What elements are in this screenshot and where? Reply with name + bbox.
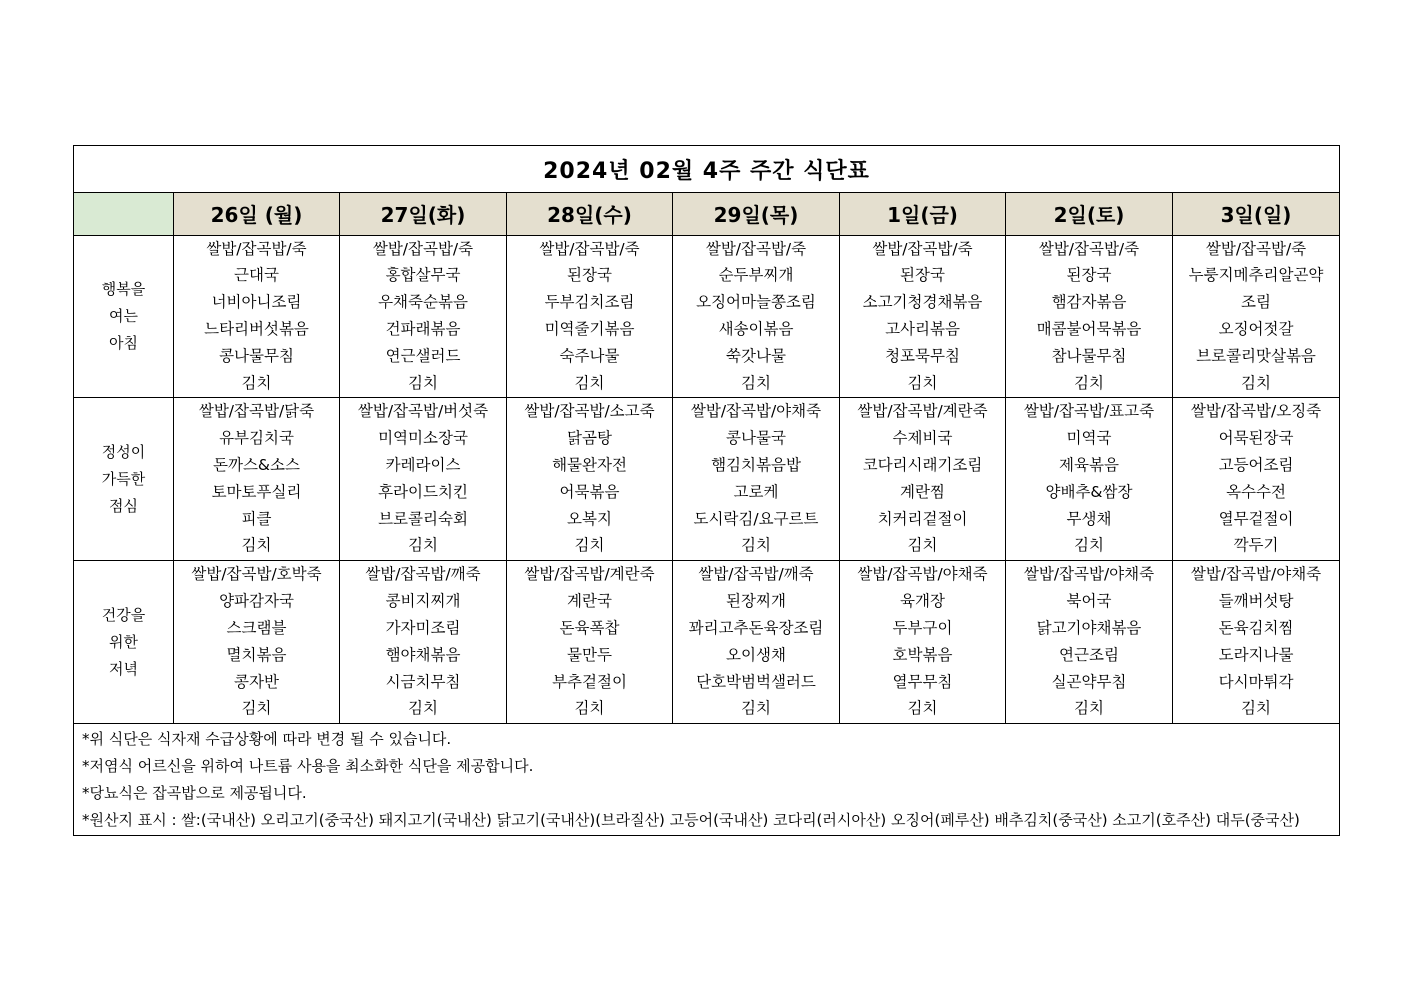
menu-item: 토마토푸실리 xyxy=(211,482,302,501)
menu-item: 연근샐러드 xyxy=(385,346,461,365)
menu-item: 열무무침 xyxy=(892,672,953,691)
menu-item: 오징어마늘쫑조림 xyxy=(696,293,816,312)
menu-item: 콩나물국 xyxy=(726,429,786,448)
menu-item: 피클 xyxy=(241,509,272,528)
meal-label xyxy=(74,561,174,724)
menu-item: 들깨버섯탕 xyxy=(1218,592,1294,611)
menu-item: 꽈리고추돈육장조림 xyxy=(688,618,824,637)
menu-item: 단호박범벅샐러드 xyxy=(696,672,816,691)
menu-cell xyxy=(673,561,840,724)
menu-item: 김치 xyxy=(741,699,771,718)
menu-cell xyxy=(1006,561,1173,724)
note-line: *위 식단은 식자재 수급상황에 따라 변경 될 수 있습니다. xyxy=(82,730,452,749)
menu-item: 김치 xyxy=(1241,699,1271,718)
meal-label-line: 저녁 xyxy=(109,659,138,678)
menu-cell xyxy=(174,235,340,398)
menu-item: 쌀밥/잡곡밥/표고죽 xyxy=(1023,402,1155,421)
menu-item: 시금치무침 xyxy=(385,672,461,691)
menu-item: 닭고기야채볶음 xyxy=(1036,618,1142,637)
meal-label-line: 건강을 xyxy=(101,605,146,624)
day-header: 27일(화) xyxy=(340,193,507,235)
meal-row xyxy=(74,398,1340,561)
menu-item: 멸치볶음 xyxy=(226,645,287,664)
menu-item: 후라이드치킨 xyxy=(378,482,468,501)
menu-item: 김치 xyxy=(907,373,938,392)
day-header: 29일(목) xyxy=(673,193,840,235)
menu-item: 쌀밥/잡곡밥/죽 xyxy=(705,239,807,258)
menu-item: 된장국 xyxy=(567,266,612,285)
menu-item: 조림 xyxy=(1241,293,1271,312)
day-header: 3일(일) xyxy=(1173,193,1340,235)
menu-cell xyxy=(340,398,507,561)
menu-item: 쌀밥/잡곡밥/죽 xyxy=(872,239,973,258)
meal-label-line: 여는 xyxy=(109,307,138,326)
notes-section xyxy=(74,724,1340,836)
menu-item: 홍합살무국 xyxy=(385,266,461,285)
menu-cell xyxy=(507,561,673,724)
menu-item: 햄야채볶음 xyxy=(385,645,461,664)
note-line: *당뇨식은 잡곡밥으로 제공됩니다. xyxy=(82,784,307,803)
menu-cell xyxy=(507,235,673,398)
menu-item: 카레라이스 xyxy=(385,456,461,475)
menu-item: 느타리버섯볶음 xyxy=(204,319,309,338)
meal-label-line: 점심 xyxy=(109,496,138,515)
meal-label-line: 가득한 xyxy=(101,469,146,488)
meal-label-line: 아침 xyxy=(109,334,138,353)
menu-item: 실곤약무침 xyxy=(1051,672,1127,691)
menu-item: 쌀밥/잡곡밥/죽 xyxy=(1205,239,1307,258)
menu-item: 청포묵무침 xyxy=(885,346,960,365)
menu-item: 근대국 xyxy=(234,266,279,285)
menu-item: 물만두 xyxy=(567,645,612,664)
menu-item: 육개장 xyxy=(900,592,945,611)
day-header: 26일 (월) xyxy=(174,193,340,235)
menu-item: 쌀밥/잡곡밥/닭죽 xyxy=(198,402,315,421)
page-title: 2024년 02월 4주 주간 식단표 xyxy=(74,146,1340,193)
menu-item: 숙주나물 xyxy=(559,346,620,365)
menu-item: 쌀밥/잡곡밥/계란죽 xyxy=(524,565,655,584)
menu-item: 돈까스&소스 xyxy=(213,456,300,475)
day-header-row xyxy=(74,193,1340,235)
day-header: 28일(수) xyxy=(507,193,673,235)
menu-item: 참나물무침 xyxy=(1051,346,1127,365)
menu-item: 콩자반 xyxy=(234,672,279,691)
menu-item: 연근조림 xyxy=(1059,645,1119,664)
menu-item: 김치 xyxy=(408,536,438,555)
menu-item: 두부구이 xyxy=(892,618,953,637)
menu-item: 김치 xyxy=(1074,536,1104,555)
note-line: *원산지 표시 : 쌀:(국내산) 오리고기(중국산) 돼지고기(국내산) 닭고기(국내산)(브라질산) 고등어(국내산) 코다리(러시아산) 오징어(페루산) 배추김치(중국산) 소고기(호주산) 대두(중국산) xyxy=(82,811,1300,830)
menu-item: 김치 xyxy=(408,373,438,392)
menu-item: 된장국 xyxy=(1066,266,1112,285)
note-line: *저염식 어르신을 위하여 나트륨 사용을 최소화한 식단을 제공합니다. xyxy=(82,757,534,776)
menu-item: 김치 xyxy=(241,699,272,718)
menu-item: 김치 xyxy=(741,373,771,392)
menu-item: 쌀밥/잡곡밥/깨죽 xyxy=(365,565,481,584)
menu-item: 쌀밥/잡곡밥/오징죽 xyxy=(1190,402,1322,421)
menu-cell xyxy=(340,561,507,724)
menu-item: 쌀밥/잡곡밥/야채죽 xyxy=(1190,565,1322,584)
menu-item: 미역미소장국 xyxy=(378,429,468,448)
menu-item: 김치 xyxy=(1074,373,1104,392)
menu-item: 돈육폭찹 xyxy=(559,618,620,637)
menu-item: 햄김치볶음밥 xyxy=(711,456,801,475)
menu-item: 열무겉절이 xyxy=(1218,509,1294,528)
menu-cell xyxy=(1006,235,1173,398)
menu-item: 김치 xyxy=(574,373,605,392)
menu-item: 북어국 xyxy=(1066,592,1112,611)
menu-item: 쌀밥/잡곡밥/야채죽 xyxy=(1023,565,1155,584)
menu-item: 어묵볶음 xyxy=(559,482,620,501)
menu-item: 쌀밥/잡곡밥/버섯죽 xyxy=(357,402,489,421)
menu-item: 매콤불어묵볶음 xyxy=(1036,319,1142,338)
menu-item: 가자미조림 xyxy=(385,618,461,637)
meal-label-line: 위한 xyxy=(109,632,138,651)
meal-label xyxy=(74,235,174,398)
weekly-menu-table xyxy=(73,145,1340,836)
menu-item: 건파래볶음 xyxy=(385,319,461,338)
day-header: 2일(토) xyxy=(1006,193,1173,235)
menu-item: 쌀밥/잡곡밥/소고죽 xyxy=(524,402,655,421)
menu-item: 김치 xyxy=(574,536,605,555)
meal-label xyxy=(74,398,174,561)
menu-item: 코다리시래기조림 xyxy=(862,456,983,475)
menu-item: 햄감자볶음 xyxy=(1051,293,1127,312)
menu-item: 쌀밥/잡곡밥/죽 xyxy=(539,239,640,258)
menu-item: 쌀밥/잡곡밥/깨죽 xyxy=(698,565,814,584)
menu-item: 치커리겉절이 xyxy=(877,509,968,528)
menu-item: 옥수수전 xyxy=(1226,482,1286,501)
menu-item: 된장찌개 xyxy=(726,592,786,611)
menu-item: 쌀밥/잡곡밥/죽 xyxy=(206,239,307,258)
menu-item: 계란국 xyxy=(567,592,612,611)
menu-item: 브로콜리숙회 xyxy=(378,509,468,528)
menu-cell xyxy=(507,398,673,561)
menu-cell xyxy=(1173,561,1340,724)
menu-item: 도시락김/요구르트 xyxy=(693,509,819,528)
menu-item: 양배추&쌈장 xyxy=(1045,482,1133,501)
meal-rows xyxy=(74,235,1340,724)
menu-item: 콩나물무침 xyxy=(219,346,294,365)
menu-item: 돈육김치찜 xyxy=(1218,618,1294,637)
menu-item: 쌀밥/잡곡밥/죽 xyxy=(1038,239,1140,258)
menu-cell xyxy=(840,235,1006,398)
menu-item: 고로케 xyxy=(733,482,779,501)
day-header: 1일(금) xyxy=(840,193,1006,235)
menu-item: 어묵된장국 xyxy=(1218,429,1294,448)
menu-item: 해물완자전 xyxy=(552,456,627,475)
menu-item: 양파감자국 xyxy=(219,592,294,611)
meal-label-line: 정성이 xyxy=(101,442,146,461)
menu-item: 김치 xyxy=(907,536,938,555)
menu-cell xyxy=(1173,235,1340,398)
menu-item: 미역국 xyxy=(1066,429,1112,448)
menu-item: 부추겉절이 xyxy=(552,672,627,691)
menu-cell xyxy=(673,235,840,398)
menu-item: 오이생채 xyxy=(726,645,786,664)
menu-item: 새송이볶음 xyxy=(718,319,794,338)
menu-item: 무생채 xyxy=(1066,509,1112,528)
menu-item: 스크램블 xyxy=(226,618,287,637)
menu-item: 미역줄기볶음 xyxy=(544,319,635,338)
menu-item: 오복지 xyxy=(567,509,612,528)
menu-item: 유부김치국 xyxy=(219,429,294,448)
menu-item: 깍두기 xyxy=(1233,536,1279,555)
menu-item: 김치 xyxy=(408,699,438,718)
menu-item: 쑥갓나물 xyxy=(726,346,786,365)
menu-item: 도라지나물 xyxy=(1218,645,1294,664)
meal-row xyxy=(74,561,1340,724)
menu-item: 콩비지찌개 xyxy=(385,592,461,611)
menu-item: 오징어젓갈 xyxy=(1218,319,1294,338)
menu-item: 브로콜리맛살볶음 xyxy=(1196,346,1316,365)
menu-item: 된장국 xyxy=(900,266,945,285)
menu-item: 쌀밥/잡곡밥/계란죽 xyxy=(857,402,988,421)
menu-item: 고등어조림 xyxy=(1218,456,1294,475)
menu-item: 쌀밥/잡곡밥/야채죽 xyxy=(857,565,988,584)
menu-item: 제육볶음 xyxy=(1059,456,1119,475)
menu-item: 고사리볶음 xyxy=(885,319,960,338)
menu-item: 너비아니조림 xyxy=(211,293,302,312)
meal-label-line: 행복을 xyxy=(101,280,146,299)
menu-item: 우채죽순볶음 xyxy=(378,293,468,312)
menu-cell xyxy=(673,398,840,561)
menu-cell xyxy=(174,561,340,724)
menu-item: 김치 xyxy=(741,536,771,555)
menu-item: 누룽지메추리알곤약 xyxy=(1188,266,1324,285)
menu-cell xyxy=(1006,398,1173,561)
menu-item: 김치 xyxy=(241,373,272,392)
menu-cell xyxy=(1173,398,1340,561)
menu-item: 닭곰탕 xyxy=(567,429,612,448)
menu-item: 김치 xyxy=(907,699,938,718)
menu-cell xyxy=(340,235,507,398)
corner-cell xyxy=(74,193,174,235)
menu-item: 호박볶음 xyxy=(892,645,953,664)
menu-item: 계란찜 xyxy=(900,482,945,501)
meal-row xyxy=(74,235,1340,398)
menu-item: 쌀밥/잡곡밥/호박죽 xyxy=(191,565,322,584)
menu-item: 김치 xyxy=(241,536,272,555)
menu-item: 쌀밥/잡곡밥/야채죽 xyxy=(690,402,822,421)
menu-cell xyxy=(840,561,1006,724)
menu-item: 소고기청경채볶음 xyxy=(862,293,983,312)
menu-cell xyxy=(174,398,340,561)
menu-item: 순두부찌개 xyxy=(718,266,794,285)
menu-item: 두부김치조림 xyxy=(544,293,635,312)
menu-item: 다시마튀각 xyxy=(1218,672,1294,691)
menu-item: 쌀밥/잡곡밥/죽 xyxy=(372,239,474,258)
menu-item: 김치 xyxy=(574,699,605,718)
menu-cell xyxy=(840,398,1006,561)
menu-item: 수제비국 xyxy=(892,429,953,448)
menu-item: 김치 xyxy=(1241,373,1271,392)
menu-item: 김치 xyxy=(1074,699,1104,718)
